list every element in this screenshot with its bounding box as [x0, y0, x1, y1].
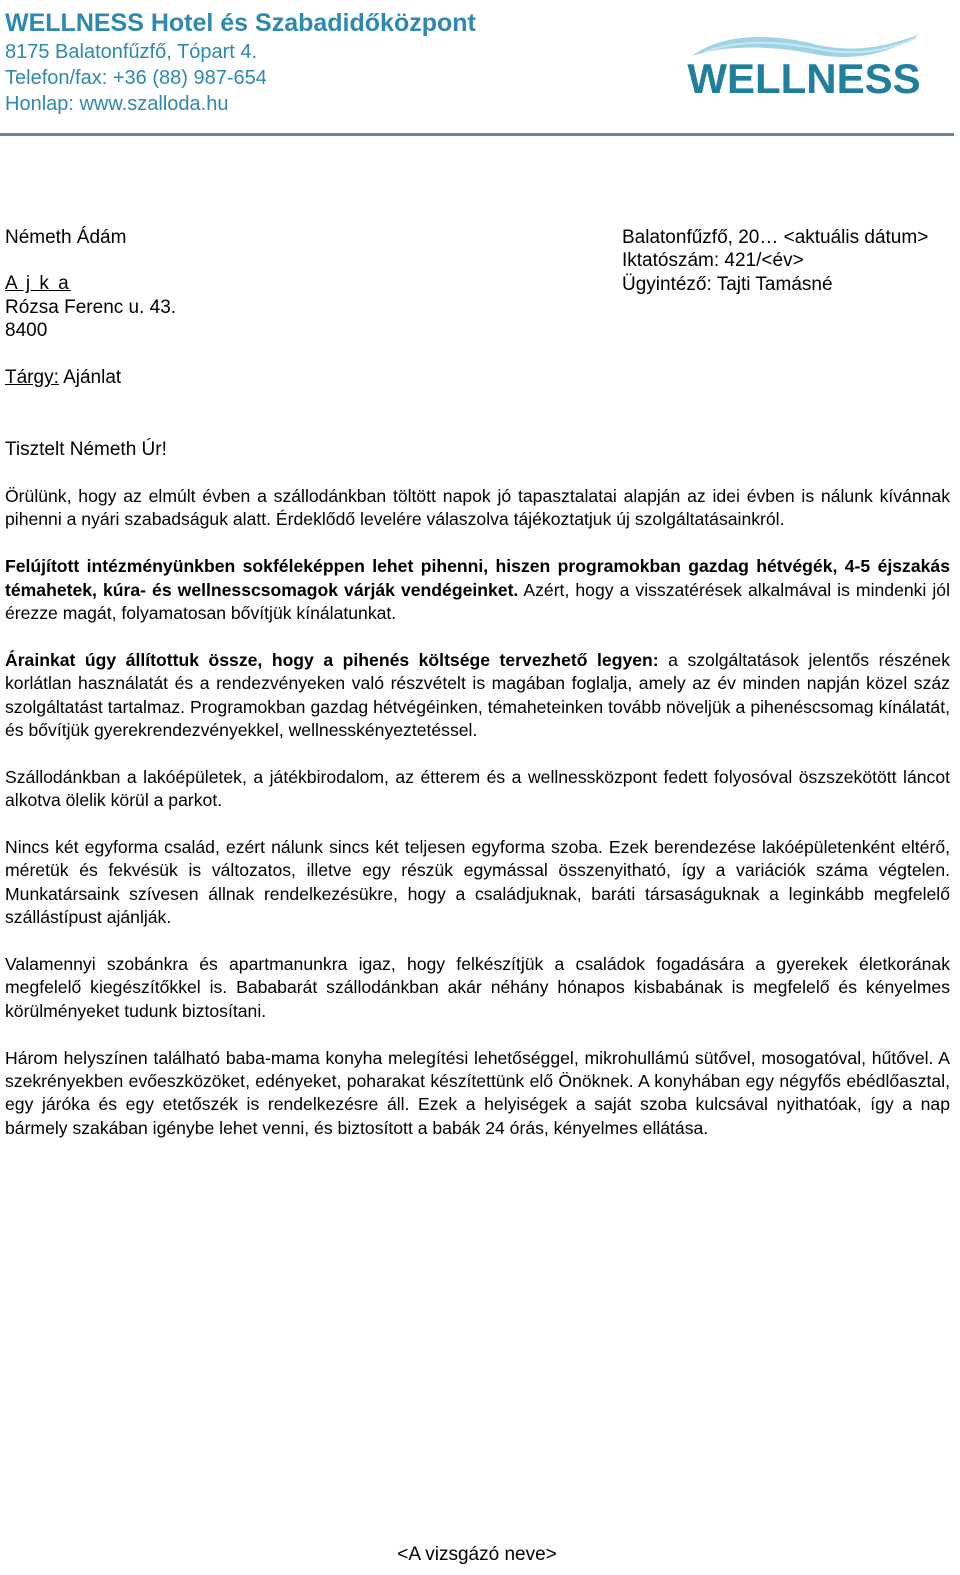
subject-label: Tárgy: [5, 367, 59, 388]
recipient-spacer [5, 249, 405, 272]
recipient-zip: 8400 [5, 320, 48, 342]
header-divider [0, 133, 954, 136]
footer-examinee-name: <A vizsgázó neve> [397, 1544, 557, 1565]
logo-wordmark: WELLNESS [687, 55, 921, 100]
hotel-name: WELLNESS Hotel és Szabadidőközpont [5, 9, 476, 37]
recipient-name: Németh Ádám [5, 227, 127, 248]
body-paragraph-4: Szállodánkban a lakóépületek, a játékbirodalom, az étterem és a wellnessközpont fedett folyosóval öszszekötött láncot alkotva ölelik körül a parkot. [5, 766, 950, 811]
body-paragraph-2: Felújított intézményünkben sokféleképpen lehet pihenni, hiszen programokban gazdag hétvégék, 4-5 éjszakás témahetek, kúra- és wellnesscsomagok várják vendégeinket. Azért, hogy a visszatérések alkalmával is mindenki jól érezze magát, folyamatosan bővítjük kínálatunkat. [5, 556, 950, 624]
case-officer: Ügyintéző: Tajti Tamásné [622, 273, 833, 295]
body-paragraph-6: Valamennyi szobánkra és apartmanunkra igaz, hogy felkészítjük a családok fogadására a gyerekek életkorának megfelelő kiegészítőkkel is. Bababarát szállodánkban akár néhány hónapos kisbabának is megfelelő és kényelmes körülményeket tudunk biztosítani. [5, 954, 950, 1021]
letter-meta [622, 226, 960, 296]
letterhead [5, 8, 645, 117]
hotel-phone: Telefon/fax: +36 (88) 987-654 [5, 67, 267, 89]
recipient-address [5, 226, 405, 343]
reference-number: Iktatószám: 421/<év> [622, 250, 804, 272]
salutation: Tisztelt Németh Úr! [5, 439, 167, 460]
letter-body [5, 485, 950, 1164]
body-paragraph-3: Árainkat úgy állítottuk össze, hogy a pihenés költsége tervezhető legyen: a szolgáltatások jelentős részének korlátlan használatát és a rendezvényeken való részvételt is magában foglalja, amely az év minden napján közel száz szolgáltatást tartalmaz. Programokban gazdag hétvégéinken, témaheteinken tovább növeljük a pihenéscsomag kínálatát, és bővítjük gyerekrendezvényekkel, wellnesskényeztetéssel. [5, 649, 951, 741]
place-date: Balatonfűzfő, 20… <aktuális dátum> [622, 227, 929, 248]
wellness-logo [684, 30, 924, 100]
body-paragraph-1: Örülünk, hogy az elmúlt évben a szállodánkban töltött napok jó tapasztalatai alapján az idei évben is nálunk kívánnak pihenni a nyári szabadságuk alatt. Érdeklődő levelére válaszolva tájékoztatjuk új szolgáltatásainkról. [5, 486, 950, 530]
body-paragraph-7: Három helyszínen található baba-mama konyha melegítési lehetőséggel, mikrohullámú sütővel, mosogatóval, hűtővel. A szekrényekben evőeszközöket, edényeket, poharakat készítettünk elő Önöknek. A konyhában egy négyfős ebédlőasztal, egy járóka és egy etetőszék is rendelkezésre áll. Ezek a helyiségek a saját szoba kulcsával nyithatóak, így a nap bármely szakában igénybe lehet venni, és biztosított a babák 24 órás, kényelmes ellátása. [5, 1047, 950, 1138]
subject-line [5, 366, 121, 390]
recipient-street: Rózsa Ferenc u. 43. [5, 296, 177, 318]
recipient-city-text: A j k a [5, 273, 71, 295]
body-paragraph-5: Nincs két egyforma család, ezért nálunk sincs két teljesen egyforma szoba. Ezek berendezése lakóépületenként eltérő, méretük és fekvésük is változatos, illetve egy részük egymással összenyitható, így a variációk száma végtelen. Munkatársaink szívesen állnak rendelkezésükre, hogy a családjuknak, baráti társaságuknak a leginkább megfelelő szállástípust ajánlják. [5, 837, 950, 928]
subject-value: Ajánlat [58, 367, 122, 388]
hotel-website: Honlap: www.szalloda.hu [5, 93, 229, 115]
hotel-address: 8175 Balatonfűzfő, Tópart 4. [5, 41, 258, 63]
recipient-city [5, 272, 405, 295]
